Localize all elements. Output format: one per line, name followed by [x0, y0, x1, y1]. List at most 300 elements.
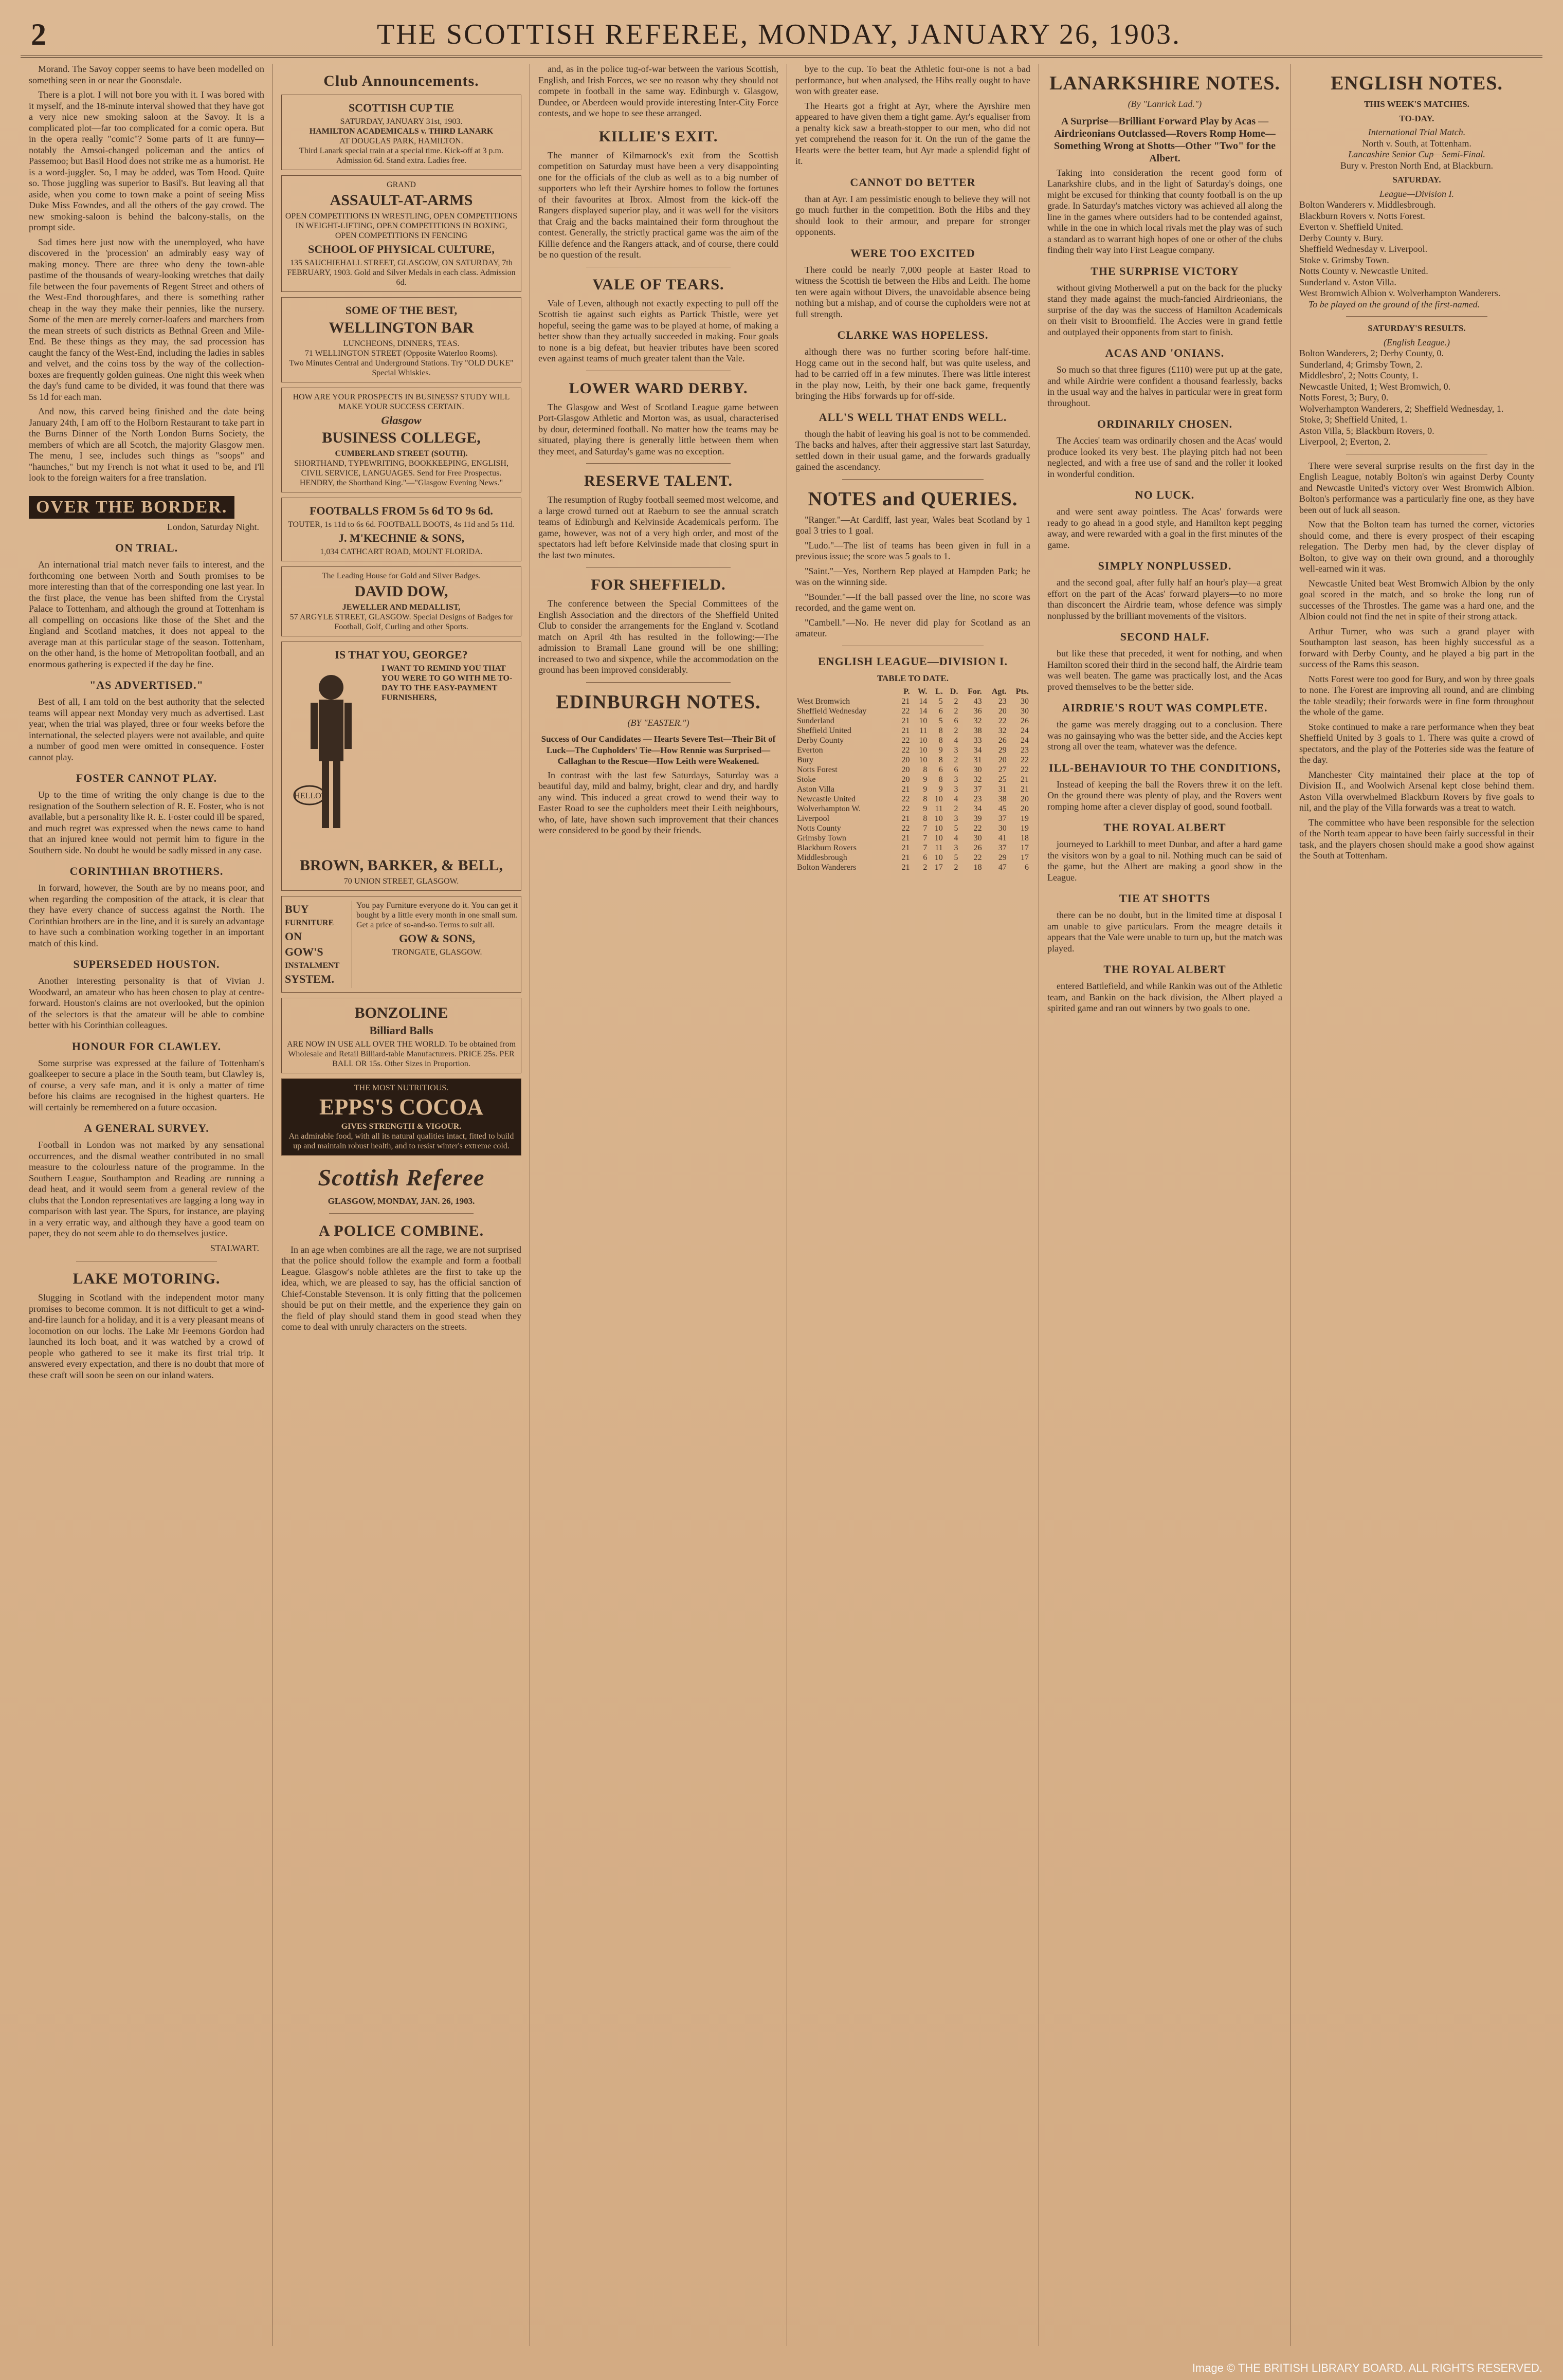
gow-side-word: GOW'S	[285, 945, 323, 958]
article-paragraph: So much so that three figures (£110) were put up at the gate, and while Airdrie were confident a thousand fearlessly, backs in the usual way and the halves in particular were in great form throughout.	[1047, 364, 1282, 408]
table-cell: 21	[901, 726, 910, 735]
table-cell: 9	[923, 785, 928, 794]
table-cell: 20	[901, 756, 910, 764]
table-cell: 32	[973, 775, 982, 784]
table-cell: 24	[1021, 726, 1029, 735]
article-paragraph: In contrast with the last few Saturdays, Saturday was a beautiful day, mild and balmy, bright, clear and dry, and hardly any wind. This induced a great crowd to wend their way to Easter Road to see the cupholders meet their Leith neighbours, who, of late, have shown such improvement that their chances were considered to be good by their friends.	[538, 770, 778, 835]
intro-paragraph: Morand. The Savoy copper seems to have been modelled on something seen in or near the Goonsdale.	[29, 64, 264, 85]
table-cell: 20	[998, 756, 1007, 764]
lake-motoring-heading: LAKE MOTORING.	[72, 1270, 221, 1287]
table-cell: 22	[901, 804, 910, 813]
table-cell: 9	[938, 746, 943, 755]
table-cell: 19	[1021, 814, 1029, 823]
table-cell: Bury	[797, 756, 813, 764]
ad-address: 71 WELLINGTON STREET (Opposite Waterloo Rooms).	[304, 349, 498, 358]
table-cell: 34	[973, 804, 982, 813]
wellington-bar-ad	[281, 297, 521, 382]
table-cell: 30	[973, 765, 982, 774]
table-cell: 22	[901, 707, 910, 716]
table-cell: 21	[901, 844, 910, 852]
ad-title: FOOTBALLS FROM 5s 6d TO 9s 6d.	[310, 504, 493, 517]
table-cell: 21	[901, 717, 910, 725]
table-column-header: Pts.	[1015, 687, 1029, 696]
table-cell: 17	[1021, 844, 1029, 852]
byline: (BY "EASTER.")	[627, 717, 689, 728]
table-cell: 11	[919, 726, 928, 735]
police-combine-heading: A POLICE COMBINE.	[318, 1222, 484, 1239]
intro-paragraph: Sad times here just now with the unemployed, who have discovered in the 'procession' an admirably easy way of making money. There are three who deny the town-able pastime of the thousands of weary-looking wretches that daily file between the four pavements of Regent Street and others of the West-End thoroughfares, and there is something rather cheap in the way they make their pennies, like the nursery. Some of the men are merely corner-loafers and marchers from the mean streets of such districts as Bethnal Green and Mile-End. Be these things as they may, the sad procession has caught the fancy of the West-End, including the ladies in sables and velvet, and the coins toss by the way of the collection-boxes are frequently golden guineas. One night this week when the day's fund came to be divided, it was found that there was 5s 1d for each man.	[29, 236, 264, 402]
table-row	[795, 804, 1030, 814]
ad-title: ASSAULT-AT-ARMS	[330, 192, 473, 209]
query-item: "Cambell."—No. He never did play for Scotland as an amateur.	[795, 617, 1030, 638]
divider	[586, 463, 730, 464]
table-cell: 10	[934, 853, 943, 862]
table-cell: 31	[998, 785, 1007, 794]
ad-prospects: HOW ARE YOUR PROSPECTS IN BUSINESS? STUDY WILL MAKE YOUR SUCCESS CERTAIN.	[293, 393, 510, 411]
ad-sub: JEWELLER AND MEDALLIST,	[342, 603, 461, 612]
results-list	[1299, 348, 1534, 448]
gow-side-word: FURNITURE	[285, 919, 334, 927]
ad-tagline: An admirable food, with all its natural qualities intact, fitted to build up and maintain robust health, and to resist winter's extreme cold.	[288, 1132, 514, 1150]
divider	[842, 479, 983, 480]
table-cell: 37	[998, 814, 1007, 823]
subheading: SATURDAY.	[1392, 175, 1441, 185]
table-cell: 30	[973, 834, 982, 843]
table-column-header: For.	[968, 687, 982, 696]
article-paragraph: In an age when combines are all the rage, we are not surprised that the police should follow the example and form a football League. Glasgow's noble athletes are the first to take up the idea, which, we are pleased to say, has the official sanction of Chief-Constable Stevenson. It is only fitting that the policemen should be put on their mettle, and the experience they gain on the field of play should stand them in good stead when they come to deal with unruly characters on the streets.	[281, 1244, 521, 1332]
table-cell: 47	[998, 863, 1007, 872]
table-cell: 10	[934, 824, 943, 833]
section-heading: "AS ADVERTISED."	[89, 679, 204, 691]
result-item: Liverpool, 2; Everton, 2.	[1299, 436, 1391, 447]
table-cell: 8	[923, 814, 928, 823]
article-paragraph: Football in London was not marked by any sensational occurrences, and the dismal weather contributed in no small measure to the colourless nature of the programme. In the Southern League, Southampton and Reading are running a dead heat, and it would seem from a general review of the clubs that the London representatives are lagging a long way in comparison with last year. The Spurs, for instance, are playing in a very erratic way, and although they have a good team on paper, they do not seem able to do themselves justice.	[29, 1140, 264, 1238]
article-paragraph: and were sent away pointless. The Acas' forwards were ready to go ahead in a good style, and Hamilton kept pegging away, and were rewarded with a goal in the first minutes of the game.	[1047, 506, 1282, 550]
table-cell: 10	[919, 736, 928, 745]
section-heading: NO LUCK.	[1135, 488, 1195, 501]
result-item: Newcastle United, 1; West Bromwich, 0.	[1299, 381, 1451, 392]
column-5	[1039, 64, 1291, 2346]
table-cell: 29	[998, 853, 1007, 862]
table-cell: Bolton Wanderers	[797, 863, 857, 872]
table-cell: 6	[954, 717, 958, 725]
table-row	[795, 765, 1030, 775]
table-row	[795, 794, 1030, 804]
divider	[329, 1213, 473, 1214]
table-cell: 38	[998, 795, 1007, 803]
table-cell: Sunderland	[797, 717, 834, 725]
article-paragraph: and, as in the police tug-of-war between the various Scottish, English, and Irish Forces, we see no reason why they should not compete in football in the same way. Edinburgh v. Glasgow, Dundee, or Aberdeen would provide interesting Inter-City Force contests, and we hope to see these arranged.	[538, 64, 778, 118]
table-cell: 10	[934, 814, 943, 823]
article-paragraph: entered Battlefield, and while Rankin was out of the Athletic team, and Bankin on the back division, the Albert played a spirited game and ran out winners by two goals to one.	[1047, 981, 1282, 1013]
ad-address: TRONGATE, GLASGOW.	[392, 948, 482, 957]
table-cell: 3	[954, 844, 958, 852]
cup-tie-ad	[281, 95, 521, 170]
ad-details: ARE NOW IN USE ALL OVER THE WORLD. To be obtained from Wholesale and Retail Billiard-table Manufacturers. PRICE 25s. PER BALL OR 15s. Other Sizes in Proportion.	[286, 1040, 516, 1068]
article-paragraph: The Accies' team was ordinarily chosen and the Acas' would produce looked its very best. The playing pitch had not been neglected, and with a free use of sand and the roller it looked in wonderful condition.	[1047, 435, 1282, 479]
table-cell: 14	[919, 707, 928, 716]
article-paragraph: but like these that preceded, it went for nothing, and when Hamilton scored their third in the second half, the Airdrie team was well beaten. The game was practically lost, and the Acas proved themselves to be the better side.	[1047, 648, 1282, 692]
table-column-header: D.	[950, 687, 958, 696]
scottish-referee-logo: Scottish Referee	[318, 1164, 485, 1191]
section-heading: HONOUR FOR CLAWLEY.	[71, 1039, 222, 1053]
table-cell: 21	[901, 834, 910, 843]
table-cell: 21	[901, 785, 910, 794]
ad-side-text: I WANT TO REMIND YOU THAT YOU WERE TO GO WITH ME TO-DAY TO THE EASY-PAYMENT FURNISHERS,	[381, 664, 513, 702]
ad-address: 135 SAUCHIEHALL STREET, GLASGOW, ON SATURDAY, 7th FEBRUARY, 1903. Gold and Silver Medals in each class. Admission 6d.	[287, 259, 516, 287]
ad-title: BUSINESS COLLEGE,	[322, 429, 481, 446]
table-cell: 2	[923, 863, 928, 872]
table-cell: 3	[954, 775, 958, 784]
table-cell: 17	[1021, 853, 1029, 862]
table-cell: 20	[998, 707, 1007, 716]
fixture-item: Bolton Wanderers v. Middlesbrough.	[1299, 199, 1436, 210]
footballs-ad	[281, 498, 521, 561]
query-item: "Bounder."—If the ball passed over the line, no score was recorded, and the game went on.	[795, 591, 1030, 613]
table-cell: 3	[954, 814, 958, 823]
table-cell: 18	[1021, 834, 1029, 843]
article-paragraph: though the habit of leaving his goal is not to be commended. The backs and halves, after their aggressive start last Saturday, settled down in their usual game, and the forwards gradually gained the ascendancy.	[795, 428, 1030, 472]
table-cell: 20	[1021, 804, 1029, 813]
ad-details: Third Lanark special train at a special time. Kick-off at 3 p.m. Admission 6d. Stand extra. Ladies free.	[299, 147, 503, 165]
david-dow-ad	[281, 566, 521, 636]
table-cell: 32	[998, 726, 1007, 735]
table-cell: 30	[1021, 697, 1029, 706]
hello-bubble-text: HELLO?	[294, 792, 325, 800]
league-table	[795, 687, 1030, 872]
ad-text: You pay Furniture everyone do it. You can get it bought by a little every month in one small sum. Get a price of so-and-so. Terms to suit all.	[356, 901, 518, 929]
gow-side-word: ON	[285, 930, 302, 943]
masthead-rule	[21, 56, 1542, 58]
section-heading: THE SURPRISE VICTORY	[1091, 264, 1239, 278]
ad-tagline: SOME OF THE BEST,	[345, 304, 458, 317]
table-row	[795, 706, 1030, 716]
table-row	[795, 843, 1030, 853]
ad-note: The Leading House for Gold and Silver Badges.	[321, 572, 481, 580]
english-notes-heading: ENGLISH NOTES.	[1331, 72, 1503, 94]
section-heading: FOSTER CANNOT PLAY.	[76, 772, 217, 784]
article-paragraph: although there was no further scoring before half-time. Hogg came out in the second half, but was quite useless, and had to be carried off in a few minutes. There was little interest in the play now, Leith, by their one back game, frequently bringing the Hibs' forwards up for off-side.	[795, 346, 1030, 401]
table-row	[795, 784, 1030, 794]
club-announcements-heading: Club Announcements.	[323, 72, 479, 89]
table-cell: 5	[954, 853, 958, 862]
table-cell: 10	[919, 717, 928, 725]
table-cell: 21	[1021, 785, 1029, 794]
article-paragraph: Stoke continued to make a rare performance when they beat Sheffield United by 3 goals to 1. There was quite a crowd of spectators, and the play of the Potteries side was the feature of the day.	[1299, 721, 1534, 765]
section-heading: A GENERAL SURVEY.	[84, 1122, 209, 1134]
table-cell: 8	[923, 765, 928, 774]
section-heading: ILL-BEHAVIOUR TO THE CONDITIONS,	[1049, 761, 1281, 774]
table-cell: 39	[973, 814, 982, 823]
lower-ward-derby-heading: LOWER WARD DERBY.	[569, 379, 748, 397]
table-cell: 7	[923, 824, 928, 833]
table-cell: 30	[1021, 707, 1029, 716]
masthead	[31, 14, 1532, 54]
epps-cocoa-ad	[281, 1078, 521, 1156]
ad-note: Two Minutes Central and Underground Stations. Try "OLD DUKE" Special Whiskies.	[289, 359, 514, 377]
table-cell: 11	[935, 844, 943, 852]
table-column-header: W.	[917, 687, 928, 696]
table-cell: 8	[938, 756, 943, 764]
article-paragraph: In forward, however, the South are by no means poor, and when regarding the composition of the attack, it is clear that they have every chance of success against the North. The Corinthian brothers are in the line, and it is surely an advantage to have such a combination working together in an important match of this kind.	[29, 883, 264, 948]
fixture-line: Bury v. Preston North End, at Blackburn.	[1340, 160, 1494, 171]
table-row	[795, 716, 1030, 726]
divider	[586, 682, 730, 683]
gow-side-word: BUY	[285, 903, 309, 916]
table-cell: Notts Forest	[797, 765, 838, 774]
ad-address: 1,034 CATHCART ROAD, MOUNT FLORIDA.	[320, 547, 483, 556]
table-cell: Middlesbrough	[797, 853, 847, 862]
article-paragraph: Newcastle United beat West Bromwich Albion by the only goal scored in the match, and so broke the long run of successes of the Throstles. The game was a hard one, and the Albion could not find the net in spite of their strong attack.	[1299, 578, 1534, 621]
table-cell: 6	[938, 707, 943, 716]
table-row	[795, 775, 1030, 784]
subheading: Success of Our Candidates — Hearts Severe Test—Their Bit of Luck—The Cupholders' Tie—How Rennie was Surprised—Callaghan to the Rescue—How Leith were Weakened.	[541, 734, 776, 766]
section-heading: ALL'S WELL THAT ENDS WELL.	[819, 410, 1007, 424]
for-sheffield-heading: FOR SHEFFIELD.	[591, 576, 726, 593]
edinburgh-notes-heading: EDINBURGH NOTES.	[556, 691, 761, 713]
intro-paragraph: And now, this carved being finished and the date being January 24th, I am off to the Holborn Restaurant to take part in the Burns Dinner of the North London Burns Society, the members of which are all Scotch, the majority Glasgow men. The menu, I see, includes such things as "soops" and "haunches," but my French is not what it used to be, and I'll look to the foreign waiters for a free translation.	[29, 406, 264, 483]
table-cell: 36	[973, 707, 982, 716]
table-cell: 6	[923, 853, 928, 862]
query-item: "Ludo."—The list of teams has been given in full in a previous issue; the score was 5 goals to 1.	[795, 540, 1030, 561]
table-cell: Blackburn Rovers	[797, 844, 857, 852]
article-paragraph: The manner of Kilmarnock's exit from the Scottish competition on Saturday must have been a very disappointing one for the officials of the club as well as to a big number of supporters who left their Ayrshire homes to follow the fortunes of their favourites at Ibrox. Almost from the kick-off the Rangers displayed superior play, and it was well for the visitors that Craig and the backs maintained their form throughout the contest. Generally, the strictly practical game was the aim of the Killie defence and the Rangers attack, and of course, there could be no question of the result.	[538, 150, 778, 260]
table-column-header: L.	[935, 687, 943, 696]
section-heading: AIRDRIE'S ROUT WAS COMPLETE.	[1062, 701, 1268, 714]
table-cell: 20	[1021, 795, 1029, 803]
article-paragraph: than at Ayr. I am pessimistic enough to believe they will not go much further in the competition. Both the Hibs and they should look to their armour, and prepare for stronger opponents.	[795, 193, 1030, 237]
table-cell: West Bromwich	[797, 697, 850, 706]
section-heading: ON TRIAL.	[115, 541, 178, 554]
table-cell: 37	[973, 785, 982, 794]
table-cell: 3	[954, 746, 958, 755]
table-cell: 33	[973, 736, 982, 745]
business-college-ad	[281, 388, 521, 492]
table-cell: 22	[901, 736, 910, 745]
table-cell: 2	[954, 697, 958, 706]
table-cell: 11	[935, 804, 943, 813]
ad-address: 70 UNION STREET, GLASGOW.	[343, 877, 459, 886]
table-cell: 21	[1021, 775, 1029, 784]
table-cell: 26	[1021, 717, 1029, 725]
ad-merchant: GOW & SONS,	[398, 932, 476, 945]
table-cell: 37	[998, 844, 1007, 852]
table-row	[795, 814, 1030, 823]
table-cell: 9	[923, 775, 928, 784]
result-item: Middlesbro', 2; Notts County, 1.	[1299, 370, 1419, 380]
table-cell: 6	[954, 765, 958, 774]
table-cell: 4	[954, 834, 958, 843]
newspaper-title: THE SCOTTISH REFEREE, MONDAY, JANUARY 26, 1903.	[377, 19, 1181, 50]
ad-title: DAVID DOW,	[354, 583, 448, 600]
section-heading: WERE TOO EXCITED	[850, 246, 975, 260]
article-paragraph: There could be nearly 7,000 people at Easter Road to witness the Scottish tie between the Hibs and Leith. The home ten were again without Divers, the unavoidable absence being nothing but a mishap, and of course the cupholders were not at full strength.	[795, 264, 1030, 319]
table-cell: Stoke	[797, 775, 816, 784]
table-cell: Newcastle United	[797, 795, 856, 803]
table-column-header: Agt.	[991, 687, 1007, 696]
table-cell: 6	[938, 765, 943, 774]
results-subheading: (English League.)	[1384, 337, 1450, 347]
table-row	[795, 863, 1030, 872]
table-column-header: P.	[903, 687, 910, 696]
ad-title: WELLINGTON BAR	[329, 319, 474, 336]
fixture-item: Stoke v. Grimsby Town.	[1299, 254, 1389, 265]
article-paragraph: journeyed to Larkhill to meet Dunbar, and after a hard game the visitors won by a goal to nil. Nothing much can be said of the game, but the Albert are making a good show in the League.	[1047, 839, 1282, 883]
table-cell: 7	[923, 844, 928, 852]
byline: (By "Lanrick Lad.")	[1128, 99, 1202, 109]
fixture-item: West Bromwich Albion v. Wolverhampton Wanderers.	[1299, 288, 1501, 298]
page-number: 2	[31, 17, 46, 51]
fixture-title: International Trial Match.	[1368, 127, 1466, 137]
table-cell: 45	[998, 804, 1007, 813]
table-row	[795, 745, 1030, 755]
table-cell: 20	[901, 765, 910, 774]
article-paragraph: The Glasgow and West of Scotland League game between Port-Glasgow Athletic and Morton was, as usual, characterised by dour, determined football. No matter how the teams may be situated, playing there is generally little between them when they meet, and Saturday's game was no exception.	[538, 401, 778, 456]
over-the-border-heading: OVER THE BORDER.	[29, 496, 234, 519]
table-cell: 23	[1021, 746, 1029, 755]
table-cell: 14	[919, 697, 928, 706]
table-cell: 22	[1021, 756, 1029, 764]
dateline: London, Saturday Night.	[167, 521, 259, 532]
ad-details: OPEN COMPETITIONS IN WRESTLING, OPEN COMPETITIONS IN WEIGHT-LIFTING, OPEN COMPETITIONS IN BOXING, OPEN COMPETITIONS IN FENCING	[285, 212, 518, 240]
ad-title: IS THAT YOU, GEORGE?	[335, 648, 468, 661]
gow-sons-ad	[281, 896, 521, 993]
article-paragraph: Notts Forest were too good for Bury, and won by three goals to none. The Forest are improving all round, and are climbing the table steadily; their forwards were in fine form throughout the whole of the game.	[1299, 673, 1534, 717]
subheading: THIS WEEK'S MATCHES.	[1364, 99, 1469, 109]
section-heading: CLARKE WAS HOPELESS.	[837, 328, 989, 341]
section-heading: THE ROYAL ALBERT	[1103, 963, 1226, 976]
reserve-talent-heading: RESERVE TALENT.	[584, 472, 733, 489]
article-paragraph: There were several surprise results on the first day in the English League, notably Bolton's win against Derby County and Newcastle United's victory over West Bromwich Albion. Bolton's performance was a particularly fine one, as they have been out of luck all season.	[1299, 460, 1534, 515]
article-paragraph: Manchester City maintained their place at the top of Division II., and Woolwich Arsenal kept close behind them. Aston Villa overwhelmed Blackburn Rovers by five goals to nil, and the play of the Villa forwards was a treat to watch.	[1299, 769, 1534, 813]
article-paragraph: The conference between the Special Committees of the English Association and the directors of the Sheffield United Club to consider the arrangements for the England v. Scotland match on April 4th has resulted in the following:—The admission to Bramall Lane ground will be one shilling; increased to two and sixpence, while the accommodation on the ground has been improved considerably.	[538, 598, 778, 675]
league-table-heading: ENGLISH LEAGUE—DIVISION I.	[818, 654, 1008, 668]
fixtures-list	[1299, 199, 1534, 299]
table-cell: Notts County	[797, 824, 841, 833]
table-cell: 7	[923, 834, 928, 843]
subheading: TO-DAY.	[1399, 113, 1434, 123]
table-cell: 22	[1021, 765, 1029, 774]
table-row	[795, 736, 1030, 745]
article-paragraph: Best of all, I am told on the best authority that the selected teams will appear next Monday very much as advertised. Last year, when the trial was played, three or four weeks before the international, the selected players were not available, and quite a number of good men were omitted in consequence. Foster cannot play.	[29, 697, 264, 762]
table-cell: 38	[973, 726, 982, 735]
table-cell: 8	[938, 736, 943, 745]
table-cell: 26	[998, 736, 1007, 745]
article-paragraph: An international trial match never fails to interest, and the forthcoming one between North and South promises to be more interesting than that of the corresponding one last year. In the first place, the venue has been shifted from the Crystal Palace to Tottenham, and although the ground at Tottenham is all compelling on occasions like those of the Shet and the England and Scotland matches, it does not appeal to the average man at this particular stage of the season. Tottenham, on the other hand, is the home of Metropolitan football, and an enormous gathering is expected if the day be fine.	[29, 559, 264, 669]
article-paragraph: Another interesting personality is that of Vivian J. Woodward, an amateur who has been chosen to play at centre-forward. Houston's claims are not overlooked, but the opinion of the selectors is that the amateur will be able to combine better with his Corinthian colleagues.	[29, 976, 264, 1030]
section-heading: THE ROYAL ALBERT	[1103, 821, 1226, 834]
table-cell: Aston Villa	[797, 785, 834, 794]
signature: STALWART.	[210, 1242, 259, 1253]
ad-venue: AT DOUGLAS PARK, HAMILTON.	[339, 137, 463, 145]
section-heading: CANNOT DO BETTER	[850, 175, 976, 189]
fixture-item: Sunderland v. Aston Villa.	[1299, 277, 1396, 287]
result-item: Stoke, 3; Sheffield United, 1.	[1299, 414, 1408, 425]
table-header-row	[795, 687, 1030, 697]
table-cell: 43	[973, 697, 982, 706]
ad-address: CUMBERLAND STREET (SOUTH).	[335, 449, 468, 458]
table-cell: 4	[954, 736, 958, 745]
table-cell: 25	[998, 775, 1007, 784]
table-cell: 29	[998, 746, 1007, 755]
ad-sub: GIVES STRENGTH & VIGOUR.	[341, 1122, 462, 1131]
ad-school: SCHOOL OF PHYSICAL CULTURE,	[308, 243, 495, 255]
lanarkshire-notes-heading: LANARKSHIRE NOTES.	[1049, 72, 1280, 94]
section-heading: CORINTHIAN BROTHERS.	[69, 865, 224, 877]
section-heading: SUPERSEDED HOUSTON.	[73, 958, 220, 971]
issue-date: GLASGOW, MONDAY, JAN. 26, 1903.	[328, 1196, 475, 1206]
table-cell: Wolverhampton W.	[797, 804, 861, 813]
table-cell: 10	[919, 746, 928, 755]
article-paragraph: there can be no doubt, but in the limited time at disposal I am unable to give particulars. From the meagre details it appears that the Vale were unable to turn up, but the match was played.	[1047, 910, 1282, 954]
article-paragraph: Slugging in Scotland with the independent motor many promises to become common. It is not difficult to get a wind-and-fire launch for a holiday, and it is a very pleasant means of locomotion on our lochs. The Lake Mr Feemons Gordon had launched its loch boat, and it was watched by a crowd of people who gathered to see it make its first trial trip. It answered every expectation, and there is no doubt that more of these craft will soon be seen on our inland waters.	[29, 1292, 264, 1380]
ad-title: EPPS'S COCOA	[319, 1094, 484, 1120]
table-cell: 5	[938, 717, 943, 725]
table-cell: 34	[973, 746, 982, 755]
result-item: Notts Forest, 3; Bury, 0.	[1299, 392, 1389, 402]
table-cell: 8	[938, 775, 943, 784]
table-cell: 22	[998, 717, 1007, 725]
table-cell: 24	[1021, 736, 1029, 745]
fixture-item: Sheffield Wednesday v. Liverpool.	[1299, 244, 1428, 254]
query-item: "Saint."—Yes, Northern Rep played at Hampden Park; he was on the winning side.	[795, 565, 1030, 587]
fixture-item: Notts County v. Newcastle United.	[1299, 266, 1428, 276]
table-cell: 5	[938, 697, 943, 706]
article-paragraph: without giving Motherwell a put on the back for the plucky stand they made against the much-fancied Airdrieonians, the surprise of the day was the success of Hamilton Academicals on their visit to Broomfield. The Accies were in grand fettle and outplayed their opponents from start to finish.	[1047, 282, 1282, 337]
ad-date: SATURDAY, JANUARY 31st, 1903.	[340, 117, 463, 126]
article-paragraph: Vale of Leven, although not exactly expecting to pull off the Scottish tie against such eights as Partick Thistle, were yet hopeful, seeing the game was to be played at home, of making a better show than they actually succeeded in making. Four goals to none is a big defeat, but heavier tributes have been scored even against teams of much greater talent than the Vale.	[538, 298, 778, 363]
column-3	[530, 64, 787, 2346]
table-cell: Derby County	[797, 736, 844, 745]
table-cell: 21	[901, 853, 910, 862]
subheading: A Surprise—Brilliant Forward Play by Acas — Airdrieonians Outclassed—Rovers Romp Home—Something Wrong at Shotts—Other "Two" for the Albert.	[1053, 115, 1276, 164]
ad-merchant: J. M'KECHNIE & SONS,	[338, 532, 465, 544]
results-heading: SATURDAY'S RESULTS.	[1368, 323, 1466, 333]
soldier-illustration	[285, 667, 377, 852]
intro-paragraph: There is a plot. I will not bore you with it. I was bored with it myself, and the 18-minute interval showed that they have got a very nice new smoking saloon at the Savoy. It is a complicated plot—far too complicated for a comic opera. But in the opera really "comic"? Some parts of it are funny—notably the Amsoi-changed policeman and the antics of Passemoo; but Basil Hood does not strike me as a humorist. He is a word-juggler. So, I may be added, was Tom Hood. Quite so. Those juggling was superior to Basil's. But leaving all that aside, when you come to town make a point of seeing Miss Duke Miss Fowndes, and all the others of the gay crowd. The new smoking-saloon is behind the balcony-stalls, on the prompt side.	[29, 89, 264, 232]
fixture-item: Everton v. Sheffield United.	[1299, 222, 1403, 232]
result-item: Aston Villa, 5; Blackburn Rovers, 0.	[1299, 425, 1434, 436]
column-1	[21, 64, 272, 2346]
table-cell: 21	[901, 697, 910, 706]
article-paragraph: The resumption of Rugby football seemed most welcome, and a large crowd turned out at Raeburn to see the annual scratch teams of Edinburgh and Kelvinside Academicals perform. The game, however, was not of a very high order, and most of the spectators had left before Kelvinside made that closing spurt in the last two minutes.	[538, 495, 778, 560]
table-cell: 9	[938, 785, 943, 794]
table-cell: 10	[934, 795, 943, 803]
ad-address: 57 ARGYLE STREET, GLASGOW. Special Designs of Badges for Football, Golf, Curling and other Sports.	[289, 613, 513, 631]
table-cell: 21	[901, 814, 910, 823]
fixture-line: North v. South, at Tottenham.	[1362, 138, 1471, 149]
vale-of-tears-heading: VALE OF TEARS.	[592, 276, 724, 293]
table-cell: 22	[901, 795, 910, 803]
ad-sub: SHORTHAND, TYPEWRITING, BOOKKEEPING, ENGLISH, CIVIL SERVICE, LANGUAGES. Send for Free Prospectus.	[294, 459, 508, 478]
table-cell: Sheffield United	[797, 726, 851, 735]
section-heading: ORDINARILY CHOSEN.	[1097, 417, 1233, 430]
ad-sub: LUNCHEONS, DINNERS, TEAS.	[343, 339, 460, 348]
table-row	[795, 833, 1030, 843]
article-paragraph: the game was merely dragging out to a conclusion. There was no gainsaying who was the better side, and the Accies kept strong all over the team, whatever was the defence.	[1047, 719, 1282, 752]
table-cell: 2	[954, 804, 958, 813]
gow-side-word: SYSTEM.	[285, 973, 334, 985]
ad-note: HENDRY, the Shorthand King."—"Glasgow Evening News."	[299, 479, 503, 487]
table-cell: 4	[954, 795, 958, 803]
query-item: "Ranger."—At Cardiff, last year, Wales beat Scotland by 1 goal 3 tries to 1 goal.	[795, 514, 1030, 536]
table-cell: Liverpool	[797, 814, 830, 823]
table-cell: 8	[923, 795, 928, 803]
table-row	[795, 726, 1030, 736]
table-row	[795, 697, 1030, 706]
table-cell: 22	[901, 824, 910, 833]
ad-sub: Billiard Balls	[369, 1024, 433, 1037]
